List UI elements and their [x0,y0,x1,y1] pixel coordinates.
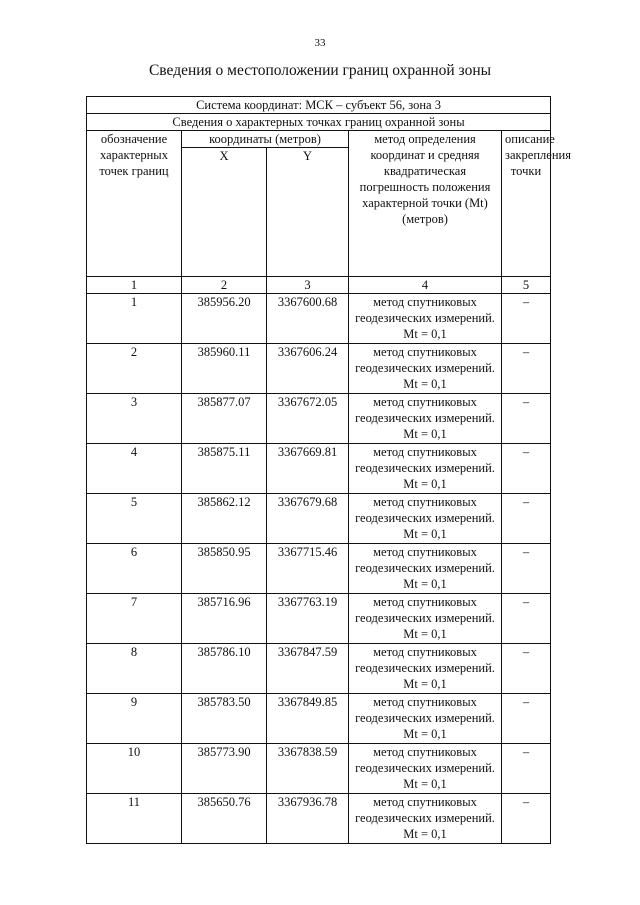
method-cell: метод спутниковых геодезических измерений. Mt = 0,1 [349,494,502,544]
point-cell: 6 [87,544,182,594]
table-row [87,444,551,494]
description-cell: – [502,794,551,844]
method-cell: метод спутниковых геодезических измерений. Mt = 0,1 [349,794,502,844]
description-cell: – [502,544,551,594]
description-cell: – [502,394,551,444]
table-row [87,394,551,444]
y-coordinate-cell: 3367606.24 [267,344,349,394]
method-cell: метод спутниковых геодезических измерений. Mt = 0,1 [349,394,502,444]
points-info-row [87,114,551,131]
points-info-cell: Сведения о характерных точках границ охранной зоны [87,114,551,131]
point-cell: 2 [87,344,182,394]
method-cell: метод спутниковых геодезических измерений. Mt = 0,1 [349,694,502,744]
method-cell: метод спутниковых геодезических измерений. Mt = 0,1 [349,594,502,644]
boundary-points-table [86,96,571,844]
column-number-row [87,277,551,294]
description-cell: – [502,744,551,794]
point-cell: 1 [87,294,182,344]
y-coordinate-cell: 3367672.05 [267,394,349,444]
column-number: 2 [182,277,267,294]
table-row [87,544,551,594]
header-row [87,131,551,148]
description-cell: – [502,494,551,544]
y-coordinate-cell: 3367847.59 [267,644,349,694]
point-cell: 7 [87,594,182,644]
header-description: описание закрепления точки [502,131,551,277]
x-coordinate-cell: 385783.50 [182,694,267,744]
method-cell: метод спутниковых геодезических измерений. Mt = 0,1 [349,744,502,794]
y-coordinate-cell: 3367838.59 [267,744,349,794]
x-coordinate-cell: 385716.96 [182,594,267,644]
page-title: Сведения о местоположении границ охранной зоны [148,62,492,79]
x-coordinate-cell: 385850.95 [182,544,267,594]
y-coordinate-cell: 3367669.81 [267,444,349,494]
y-coordinate-cell: 3367849.85 [267,694,349,744]
description-cell: – [502,444,551,494]
point-cell: 4 [87,444,182,494]
column-number: 4 [349,277,502,294]
point-cell: 8 [87,644,182,694]
y-coordinate-cell: 3367679.68 [267,494,349,544]
header-x: X [182,148,267,277]
point-cell: 10 [87,744,182,794]
method-cell: метод спутниковых геодезических измерений. Mt = 0,1 [349,444,502,494]
x-coordinate-cell: 385650.76 [182,794,267,844]
point-cell: 5 [87,494,182,544]
table-row [87,344,551,394]
table-row [87,794,551,844]
description-cell: – [502,294,551,344]
table-row [87,594,551,644]
table-row [87,744,551,794]
table-row [87,644,551,694]
point-cell: 11 [87,794,182,844]
x-coordinate-cell: 385960.11 [182,344,267,394]
point-cell: 3 [87,394,182,444]
header-y: Y [267,148,349,277]
table-row [87,694,551,744]
x-coordinate-cell: 385773.90 [182,744,267,794]
x-coordinate-cell: 385877.07 [182,394,267,444]
description-cell: – [502,344,551,394]
table-row [87,294,551,344]
description-cell: – [502,594,551,644]
x-coordinate-cell: 385786.10 [182,644,267,694]
coordinate-system-cell: Система координат: МСК – субъект 56, зона 3 [87,97,551,114]
page-number: 33 [314,37,326,49]
y-coordinate-cell: 3367600.68 [267,294,349,344]
coordinate-system-row [87,97,551,114]
header-method: метод определения координат и средняя квадратическая погрешность положения характерной точки (Mt) (метров) [349,131,502,277]
x-coordinate-cell: 385956.20 [182,294,267,344]
header-designation: обозначение характерных точек границ [87,131,182,277]
x-coordinate-cell: 385875.11 [182,444,267,494]
description-cell: – [502,694,551,744]
method-cell: метод спутниковых геодезических измерений. Mt = 0,1 [349,294,502,344]
column-number: 5 [502,277,551,294]
method-cell: метод спутниковых геодезических измерений. Mt = 0,1 [349,544,502,594]
description-cell: – [502,644,551,694]
x-coordinate-cell: 385862.12 [182,494,267,544]
y-coordinate-cell: 3367936.78 [267,794,349,844]
header-coordinates: координаты (метров) [182,131,349,148]
method-cell: метод спутниковых геодезических измерений. Mt = 0,1 [349,344,502,394]
method-cell: метод спутниковых геодезических измерений. Mt = 0,1 [349,644,502,694]
column-number: 3 [267,277,349,294]
y-coordinate-cell: 3367763.19 [267,594,349,644]
table-row [87,494,551,544]
column-number: 1 [87,277,182,294]
y-coordinate-cell: 3367715.46 [267,544,349,594]
point-cell: 9 [87,694,182,744]
